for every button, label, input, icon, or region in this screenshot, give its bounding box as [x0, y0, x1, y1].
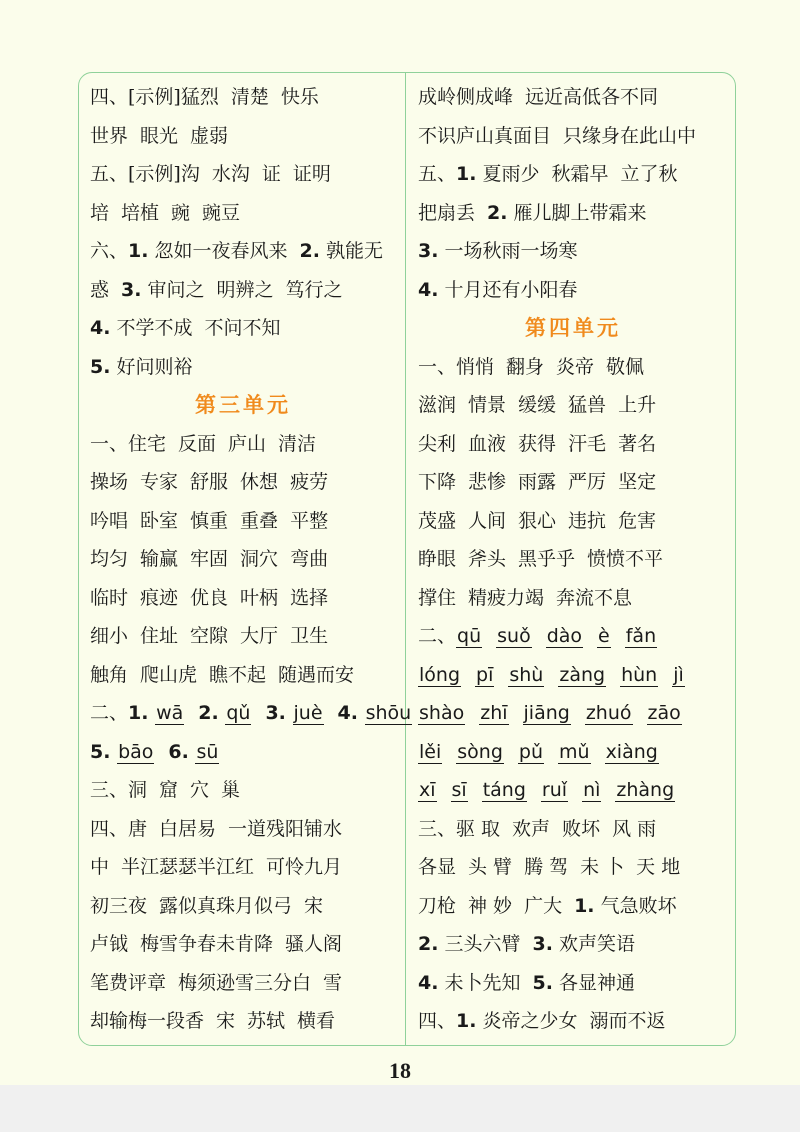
answer-segment: 3. 欢声笑语 — [532, 933, 635, 955]
answer-segment: 2. 三头六臂 — [418, 933, 521, 955]
answer-segment: 洞穴 — [240, 548, 279, 570]
answer-segment: 瞧不起 — [209, 663, 267, 686]
pinyin-line — [418, 771, 728, 810]
item-number: 3. — [265, 702, 293, 724]
answer-segment: 输赢 — [140, 548, 179, 570]
page-number: 18 — [389, 1058, 411, 1083]
answer-segment: 翻身 — [506, 355, 545, 378]
answer-segment: 卫生 — [290, 625, 329, 647]
answer-segment: 4. 未卜先知 — [418, 971, 521, 994]
column-divider — [405, 72, 406, 1046]
item-number: 1. — [128, 702, 156, 724]
answer-segment: 世界 — [90, 124, 129, 147]
answer-segment: 专家 — [140, 471, 179, 493]
answer-segment: 优良 — [190, 586, 229, 609]
answer-line — [418, 964, 728, 1003]
unit-heading: 第四单元 — [525, 316, 621, 340]
pinyin-answer: è — [598, 625, 610, 647]
answer-segment: 成岭侧成峰 — [418, 86, 514, 108]
pinyin-answer: fǎn — [625, 625, 657, 647]
answer-line — [90, 155, 396, 194]
answer-segment: 雪 — [323, 971, 343, 994]
answer-line — [418, 348, 728, 387]
pinyin-answer: lěi — [419, 740, 442, 763]
answer-segment: 立了秋 — [620, 163, 678, 185]
pinyin-answer: pǔ — [518, 740, 543, 763]
answer-line — [90, 810, 396, 849]
pinyin-answer: xiàng — [605, 740, 658, 763]
pinyin-answer: pī — [476, 663, 494, 686]
pinyin-line — [418, 617, 728, 656]
pinyin-answer: shōu — [365, 702, 412, 724]
answer-line — [418, 1002, 728, 1041]
answer-line — [90, 502, 396, 541]
answer-segment: 吟唱 — [90, 509, 129, 532]
answer-line — [90, 848, 396, 887]
answer-segment: 细小 — [90, 625, 129, 647]
answer-segment: 坚定 — [618, 471, 657, 493]
unit-heading: 第三单元 — [195, 393, 291, 417]
answer-line — [90, 964, 396, 1003]
answer-segment: 证明 — [292, 163, 331, 185]
answer-segment: 舒服 — [190, 471, 229, 493]
answer-segment: 不识庐山真面目 — [418, 124, 552, 147]
answer-line — [418, 155, 728, 194]
answer-line — [418, 540, 728, 579]
answer-line — [90, 463, 396, 502]
answer-segment: 触角 — [90, 663, 129, 686]
answer-segment: 一、住宅 — [90, 432, 167, 455]
answer-segment: 睁眼 — [418, 548, 457, 570]
answer-line — [418, 502, 728, 541]
answer-segment: 未 卜 — [580, 856, 625, 878]
pinyin-answer: zhī — [480, 702, 508, 724]
answer-segment: 快乐 — [280, 86, 319, 108]
answer-segment: 4. 十月还有小阳春 — [418, 278, 578, 301]
answer-segment: 水沟 — [211, 163, 250, 185]
answer-segment: 不问不知 — [204, 317, 281, 339]
answer-line — [90, 78, 396, 117]
answer-line — [418, 425, 728, 464]
answer-segment: 均匀 — [90, 548, 129, 570]
answer-segment: 危害 — [618, 509, 657, 532]
answer-segment: 一、悄悄 — [418, 355, 495, 378]
answer-segment: 半江瑟瑟半江红 — [121, 856, 255, 878]
answer-line — [418, 386, 728, 425]
answer-line — [90, 925, 396, 964]
pinyin-line — [418, 694, 728, 733]
answer-segment: 四、[示例]猛烈 — [90, 86, 219, 108]
pinyin-answer: zāo — [647, 702, 681, 724]
answer-segment: 一道残阳铺水 — [228, 817, 343, 840]
answer-segment: 培植 — [121, 201, 160, 224]
answer-line — [418, 271, 728, 310]
answer-segment: 窟 — [159, 779, 179, 801]
bottom-band — [0, 1085, 800, 1132]
pinyin-answer: suǒ — [497, 625, 531, 647]
answer-segment: 六、1. 忽如一夜春风来 — [90, 240, 288, 262]
pinyin-answer: sū — [196, 740, 219, 763]
answer-segment: 惑 — [90, 278, 110, 301]
answer-line — [418, 117, 728, 156]
answer-segment: 豌 — [171, 201, 191, 224]
answer-segment: 远近高低各不同 — [525, 86, 659, 108]
answer-segment: 宋 — [216, 1010, 236, 1032]
answer-segment: 梅雪争春未肯降 — [140, 933, 274, 955]
item-number: 6. — [168, 740, 196, 763]
answer-segment: 敬佩 — [606, 355, 645, 378]
answer-segment: 卧室 — [140, 509, 179, 532]
answer-segment: 宋 — [304, 894, 324, 917]
answer-segment: 弯曲 — [290, 548, 329, 570]
answer-line — [90, 117, 396, 156]
answer-segment: 只缘身在此山中 — [563, 124, 697, 147]
answer-line — [418, 463, 728, 502]
answer-segment: 著名 — [618, 432, 657, 455]
answer-segment: 神 妙 — [468, 894, 513, 917]
answer-segment: 严厉 — [568, 471, 607, 493]
pinyin-line — [418, 733, 728, 772]
answer-segment: 斧头 — [468, 548, 507, 570]
answer-segment: 三、洞 — [90, 779, 148, 801]
answer-segment: 横看 — [297, 1010, 336, 1032]
answer-segment: 5. 各显神通 — [532, 971, 635, 994]
answer-segment: 住址 — [140, 625, 179, 647]
pinyin-answer: wā — [156, 702, 184, 724]
pinyin-line — [90, 694, 412, 733]
pinyin-answer: bāo — [118, 740, 154, 763]
answer-segment: 白居易 — [159, 817, 217, 840]
answer-segment: 空隙 — [190, 625, 229, 647]
answer-line — [418, 848, 728, 887]
answer-segment: 露似真珠月似弓 — [159, 894, 293, 917]
answer-line — [90, 194, 396, 233]
answer-segment: 选择 — [290, 586, 329, 609]
answer-segment: 爬山虎 — [140, 663, 198, 686]
pinyin-answer: táng — [482, 779, 526, 801]
answer-segment: 培 — [90, 201, 110, 224]
answer-line — [90, 348, 396, 387]
answer-segment: 随遇而安 — [278, 663, 355, 686]
answer-segment: 天 地 — [636, 856, 681, 878]
answer-segment: 疲劳 — [290, 471, 329, 493]
section-prefix: 二、 — [418, 625, 457, 647]
answer-segment: 休想 — [240, 471, 279, 493]
answer-segment: 四、1. 炎帝之少女 — [418, 1010, 578, 1032]
answer-line — [90, 771, 396, 810]
answer-line — [90, 656, 396, 695]
answer-segment: 缓缓 — [518, 394, 557, 416]
answer-segment: 狠心 — [518, 509, 557, 532]
pinyin-answer: xī — [419, 779, 436, 801]
answer-segment: 牢固 — [190, 548, 229, 570]
right-column — [418, 78, 728, 1041]
answer-line — [90, 579, 396, 618]
pinyin-answer: juè — [293, 702, 323, 724]
answer-segment: 苏轼 — [247, 1010, 286, 1032]
pinyin-answer: nì — [583, 779, 601, 801]
answer-segment: 重叠 — [240, 509, 279, 532]
answer-line — [418, 810, 728, 849]
answer-segment: 把扇丢 — [418, 201, 476, 224]
item-number: 2. — [198, 702, 226, 724]
answer-segment: 1. 气急败坏 — [574, 894, 677, 917]
pinyin-answer: ruǐ — [541, 779, 568, 801]
answer-segment: 四、唐 — [90, 817, 148, 840]
left-column — [90, 78, 412, 1041]
pinyin-answer: sī — [451, 779, 467, 801]
answer-segment: 广大 — [524, 894, 563, 917]
answer-segment: 卢钺 — [90, 933, 129, 955]
pinyin-answer: dào — [546, 625, 583, 647]
answer-segment: 头 臂 — [468, 856, 513, 878]
answer-segment: 奔流不息 — [556, 586, 633, 609]
answer-segment: 痕迹 — [140, 586, 179, 609]
answer-line — [418, 232, 728, 271]
pinyin-line — [90, 733, 396, 772]
answer-segment: 情景 — [468, 394, 507, 416]
item-number: 5. — [90, 740, 118, 763]
answer-segment: 5. 好问则裕 — [90, 355, 193, 378]
answer-segment: 炎帝 — [556, 355, 595, 378]
answer-line — [418, 887, 728, 926]
answer-segment: 血液 — [468, 432, 507, 455]
pinyin-answer: qǔ — [226, 702, 251, 724]
pinyin-answer: zhuó — [585, 702, 632, 724]
answer-line — [90, 617, 396, 656]
answer-segment: 笃行之 — [285, 278, 343, 301]
answer-segment: 证 — [261, 163, 281, 185]
answer-segment: 巢 — [221, 779, 241, 801]
answer-line — [418, 925, 728, 964]
pinyin-answer: mǔ — [559, 740, 590, 763]
answer-line — [90, 425, 396, 464]
pinyin-answer: zhàng — [616, 779, 675, 801]
pinyin-answer: qū — [457, 625, 482, 647]
answer-segment: 三、驱 取 — [418, 817, 501, 840]
pinyin-answer: lóng — [419, 663, 461, 686]
answer-segment: 却输梅一段香 — [90, 1010, 205, 1032]
answer-segment: 慎重 — [190, 509, 229, 532]
answer-segment: 临时 — [90, 586, 129, 609]
answer-segment: 4. 不学不成 — [90, 317, 193, 339]
pinyin-answer: jì — [673, 663, 684, 686]
answer-segment: 可怜九月 — [266, 856, 343, 878]
answer-segment: 眼光 — [140, 124, 179, 147]
answer-segment: 各显 — [418, 856, 457, 878]
answer-segment: 腾 驾 — [524, 856, 569, 878]
answer-segment: 操场 — [90, 471, 129, 493]
answer-segment: 获得 — [518, 432, 557, 455]
answer-segment: 清楚 — [230, 86, 269, 108]
answer-segment: 骚人阁 — [285, 933, 343, 955]
answer-line — [90, 887, 396, 926]
answer-line — [418, 194, 728, 233]
pinyin-answer: sòng — [457, 740, 503, 763]
answer-segment: 滋润 — [418, 394, 457, 416]
answer-segment: 庐山 — [228, 432, 267, 455]
answer-line — [90, 540, 396, 579]
answer-line — [90, 232, 396, 271]
answer-segment: 精疲力竭 — [468, 586, 545, 609]
pinyin-answer: jiāng — [523, 702, 570, 724]
answer-segment: 茂盛 — [418, 509, 457, 532]
answer-line — [90, 309, 396, 348]
answer-segment: 梅须逊雪三分白 — [178, 971, 312, 994]
section-prefix: 二、 — [90, 702, 129, 724]
pinyin-answer: zàng — [559, 663, 606, 686]
answer-segment: 五、1. 夏雨少 — [418, 163, 540, 185]
answer-segment: 初三夜 — [90, 894, 148, 917]
answer-segment: 上升 — [618, 394, 657, 416]
answer-segment: 人间 — [468, 509, 507, 532]
answer-segment: 明辨之 — [216, 278, 274, 301]
answer-segment: 反面 — [178, 432, 217, 455]
answer-segment: 虚弱 — [190, 124, 229, 147]
answer-segment: 中 — [90, 856, 110, 878]
answer-segment: 平整 — [290, 509, 329, 532]
answer-segment: 下降 — [418, 471, 457, 493]
answer-segment: 穴 — [190, 779, 210, 801]
pinyin-answer: hùn — [621, 663, 658, 686]
answer-segment: 猛兽 — [568, 394, 607, 416]
answer-segment: 撑住 — [418, 586, 457, 609]
answer-segment: 大厅 — [240, 625, 279, 647]
answer-segment: 违抗 — [568, 509, 607, 532]
pinyin-line — [418, 656, 728, 695]
answer-segment: 叶柄 — [240, 586, 279, 609]
answer-segment: 黑乎乎 — [518, 548, 576, 570]
answer-line — [90, 1002, 396, 1041]
answer-segment: 五、[示例]沟 — [90, 163, 200, 185]
answer-segment: 2. 孰能无 — [299, 240, 384, 262]
answer-segment: 雨露 — [518, 471, 557, 493]
item-number: 4. — [337, 702, 365, 724]
pinyin-answer: shù — [509, 663, 544, 686]
answer-segment: 3. 一场秋雨一场寒 — [418, 240, 578, 262]
answer-segment: 笔费评章 — [90, 971, 167, 994]
answer-segment: 溺而不返 — [589, 1010, 666, 1032]
answer-segment: 愤愤不平 — [587, 548, 664, 570]
answer-segment: 清洁 — [278, 432, 317, 455]
answer-segment: 2. 雁儿脚上带霜来 — [487, 201, 647, 224]
answer-segment: 悲惨 — [468, 471, 507, 493]
answer-segment: 汗毛 — [568, 432, 607, 455]
answer-segment: 败坏 — [562, 817, 601, 840]
answer-line — [90, 271, 396, 310]
answer-segment: 豌豆 — [202, 201, 241, 224]
answer-segment: 风 雨 — [612, 817, 657, 840]
answer-line — [418, 579, 728, 618]
answer-segment: 尖利 — [418, 432, 457, 455]
answer-segment: 欢声 — [512, 817, 551, 840]
answer-segment: 秋霜早 — [551, 163, 609, 185]
answer-segment: 3. 审问之 — [121, 278, 205, 301]
pinyin-answer: shào — [419, 702, 465, 724]
answer-segment: 刀枪 — [418, 894, 457, 917]
answer-line — [418, 78, 728, 117]
